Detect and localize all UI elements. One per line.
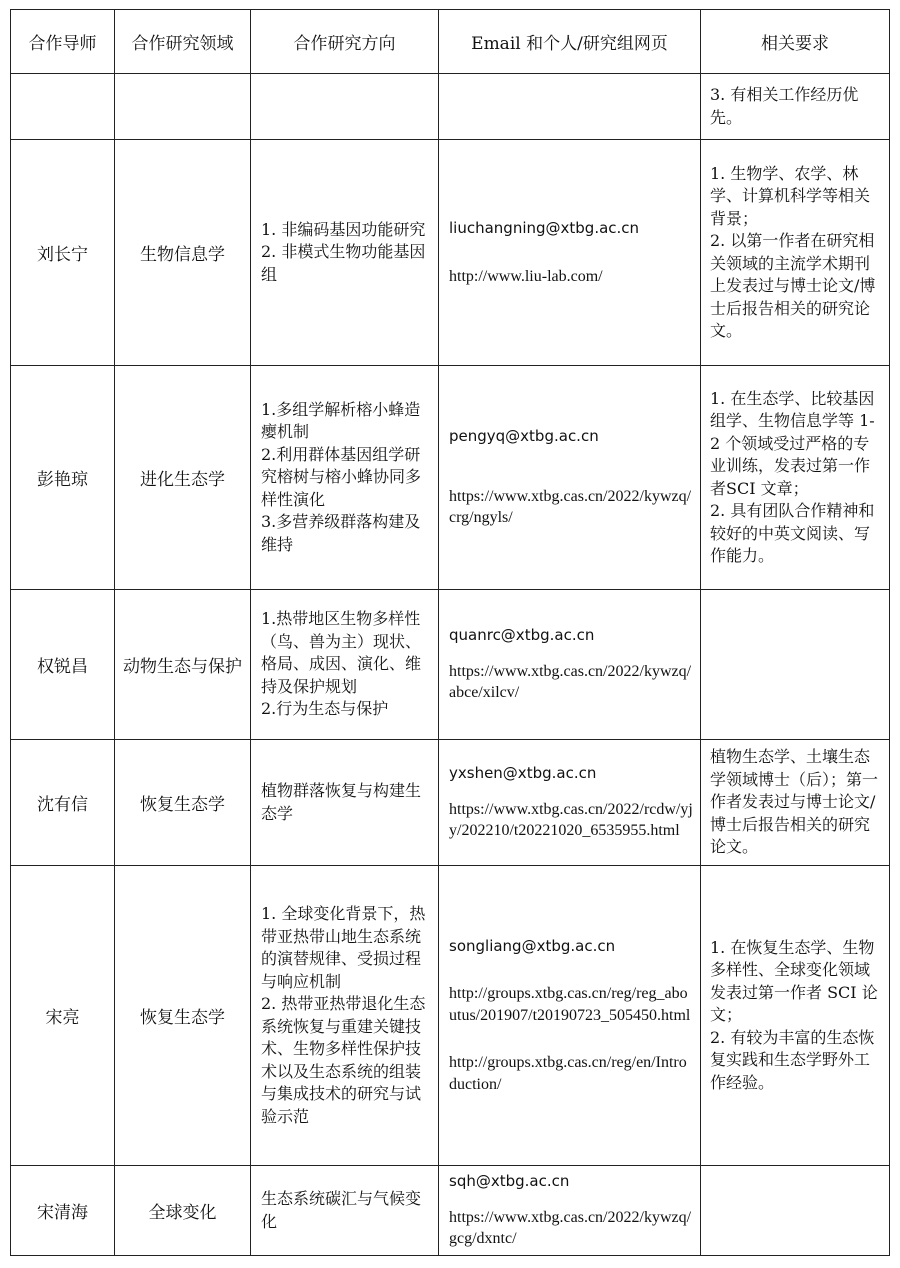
table-row [11,366,890,590]
mentor-cell [11,74,115,140]
table-row [11,590,890,740]
email-cell [439,866,701,1166]
mentor-table [10,9,890,1256]
direction-cell [251,866,439,1166]
direction-item: 2.利用群体基因组学研究榕树与榕小蜂协同多样性演化 [261,444,422,509]
field-cell: 全球变化 [115,1166,251,1256]
header-row [11,10,890,74]
email-cell [439,366,701,590]
mentor-cell: 权锐昌 [11,590,115,740]
requirements-cell [701,366,890,590]
email-cell [439,1166,701,1256]
field-cell: 进化生态学 [115,366,251,590]
requirement-item: 1. 生物学、农学、林学、计算机科学等相关背景； [710,163,871,228]
direction-item: 1.多组学解析榕小蜂造瘿机制 [261,399,421,442]
field-cell: 恢复生态学 [115,740,251,866]
homepage-link[interactable]: https://www.xtbg.cas.cn/2022/kywzq/crg/ngyls/ [449,487,692,527]
homepage-link[interactable]: https://www.xtbg.cas.cn/2022/kywzq/abce/xilcv/ [449,662,692,702]
homepage-link[interactable]: http://www.liu-lab.com/ [449,267,603,285]
mentor-cell: 彭艳琼 [11,366,115,590]
field-cell: 恢复生态学 [115,866,251,1166]
requirements-cell [701,140,890,366]
requirement-item: 1. 在恢复生态学、生物多样性、全球变化领域发表过第一作者 SCI 论文； [710,937,878,1025]
header-requirements: 相关要求 [701,10,890,74]
requirement-item: 2. 以第一作者在研究相关领域的主流学术期刊上发表过与博士论文/博士后报告相关的研究论文。 [710,231,876,340]
homepage-link[interactable]: http://groups.xtbg.cas.cn/reg/reg_aboutus/201907/t20190723_505450.html [449,985,691,1024]
field-cell: 动物生态与保护 [115,590,251,740]
requirements-cell [701,590,890,740]
mentor-cell: 宋清海 [11,1166,115,1256]
field-cell: 生物信息学 [115,140,251,366]
email-link[interactable]: pengyq@xtbg.ac.cn [449,427,599,446]
email-cell [439,740,701,866]
direction-item: 1.热带地区生物多样性（鸟、兽为主）现状、格局、成因、演化、维持及保护规划 [261,609,422,696]
email-link[interactable]: yxshen@xtbg.ac.cn [449,764,597,783]
table-row [11,74,890,140]
mentor-cell: 沈有信 [11,740,115,866]
header-mentor: 合作导师 [11,10,115,74]
direction-cell [251,74,439,140]
requirements-cell [701,1166,890,1256]
requirements-cell [701,866,890,1166]
homepage-link[interactable]: http://groups.xtbg.cas.cn/reg/en/Introduction/ [449,1054,687,1093]
direction-item: 植物群落恢复与构建生态学 [261,781,422,823]
direction-cell [251,140,439,366]
direction-item: 2. 非模式生物功能基因组 [261,242,426,284]
email-cell [439,74,701,140]
direction-item: 3.多营养级群落构建及维持 [261,512,421,554]
direction-item: 1. 全球变化背景下，热带亚热带山地生态系统的演替规律、受损过程与响应机制 [261,904,426,991]
mentor-cell: 刘长宁 [11,140,115,366]
header-field: 合作研究领域 [115,10,251,74]
homepage-link[interactable]: https://www.xtbg.cas.cn/2022/rcdw/yjy/202210/t20221020_6535955.html [449,800,693,840]
direction-item: 生态系统碳汇与气候变化 [261,1189,422,1231]
email-link[interactable]: quanrc@xtbg.ac.cn [449,626,595,645]
field-cell [115,74,251,140]
table-row [11,1166,890,1256]
direction-cell [251,740,439,866]
email-cell [439,590,701,740]
requirements-cell [701,74,890,140]
header-email: Email 和个人/研究组网页 [439,10,701,74]
requirement-item: 1. 在生态学、比较基因组学、生物信息学等 1-2 个领域受过严格的专业训练，发表过第一作者SCI 文章； [710,388,875,498]
requirement-item: 3. 有相关工作经历优先。 [710,85,859,127]
table-row [11,140,890,366]
direction-cell [251,366,439,590]
direction-item: 1. 非编码基因功能研究 [261,219,426,239]
email-cell [439,140,701,366]
direction-cell [251,590,439,740]
email-link[interactable]: songliang@xtbg.ac.cn [449,936,616,955]
email-link[interactable]: liuchangning@xtbg.ac.cn [449,219,640,237]
table-row [11,866,890,1166]
email-link[interactable]: sqh@xtbg.ac.cn [449,1172,570,1191]
requirement-item: 植物生态学、土壤生态学领域博士（后）；第一作者发表过与博士论文/博士后报告相关的研究论文。 [710,747,879,857]
direction-item: 2. 热带亚热带退化生态系统恢复与重建关键技术、生物多样性保护技术以及生态系统的组装与集成技术的研究与试验示范 [261,994,426,1126]
direction-item: 2.行为生态与保护 [261,699,389,719]
mentor-cell: 宋亮 [11,866,115,1166]
table-row [11,740,890,866]
header-direction: 合作研究方向 [251,10,439,74]
requirement-item: 2. 有较为丰富的生态恢复实践和生态学野外工作经验。 [710,1027,875,1092]
requirement-item: 2. 具有团队合作精神和较好的中英文阅读、写作能力。 [710,501,875,565]
direction-cell [251,1166,439,1256]
homepage-link[interactable]: https://www.xtbg.cas.cn/2022/kywzq/gcg/dxntc/ [449,1208,692,1248]
requirements-cell [701,740,890,866]
